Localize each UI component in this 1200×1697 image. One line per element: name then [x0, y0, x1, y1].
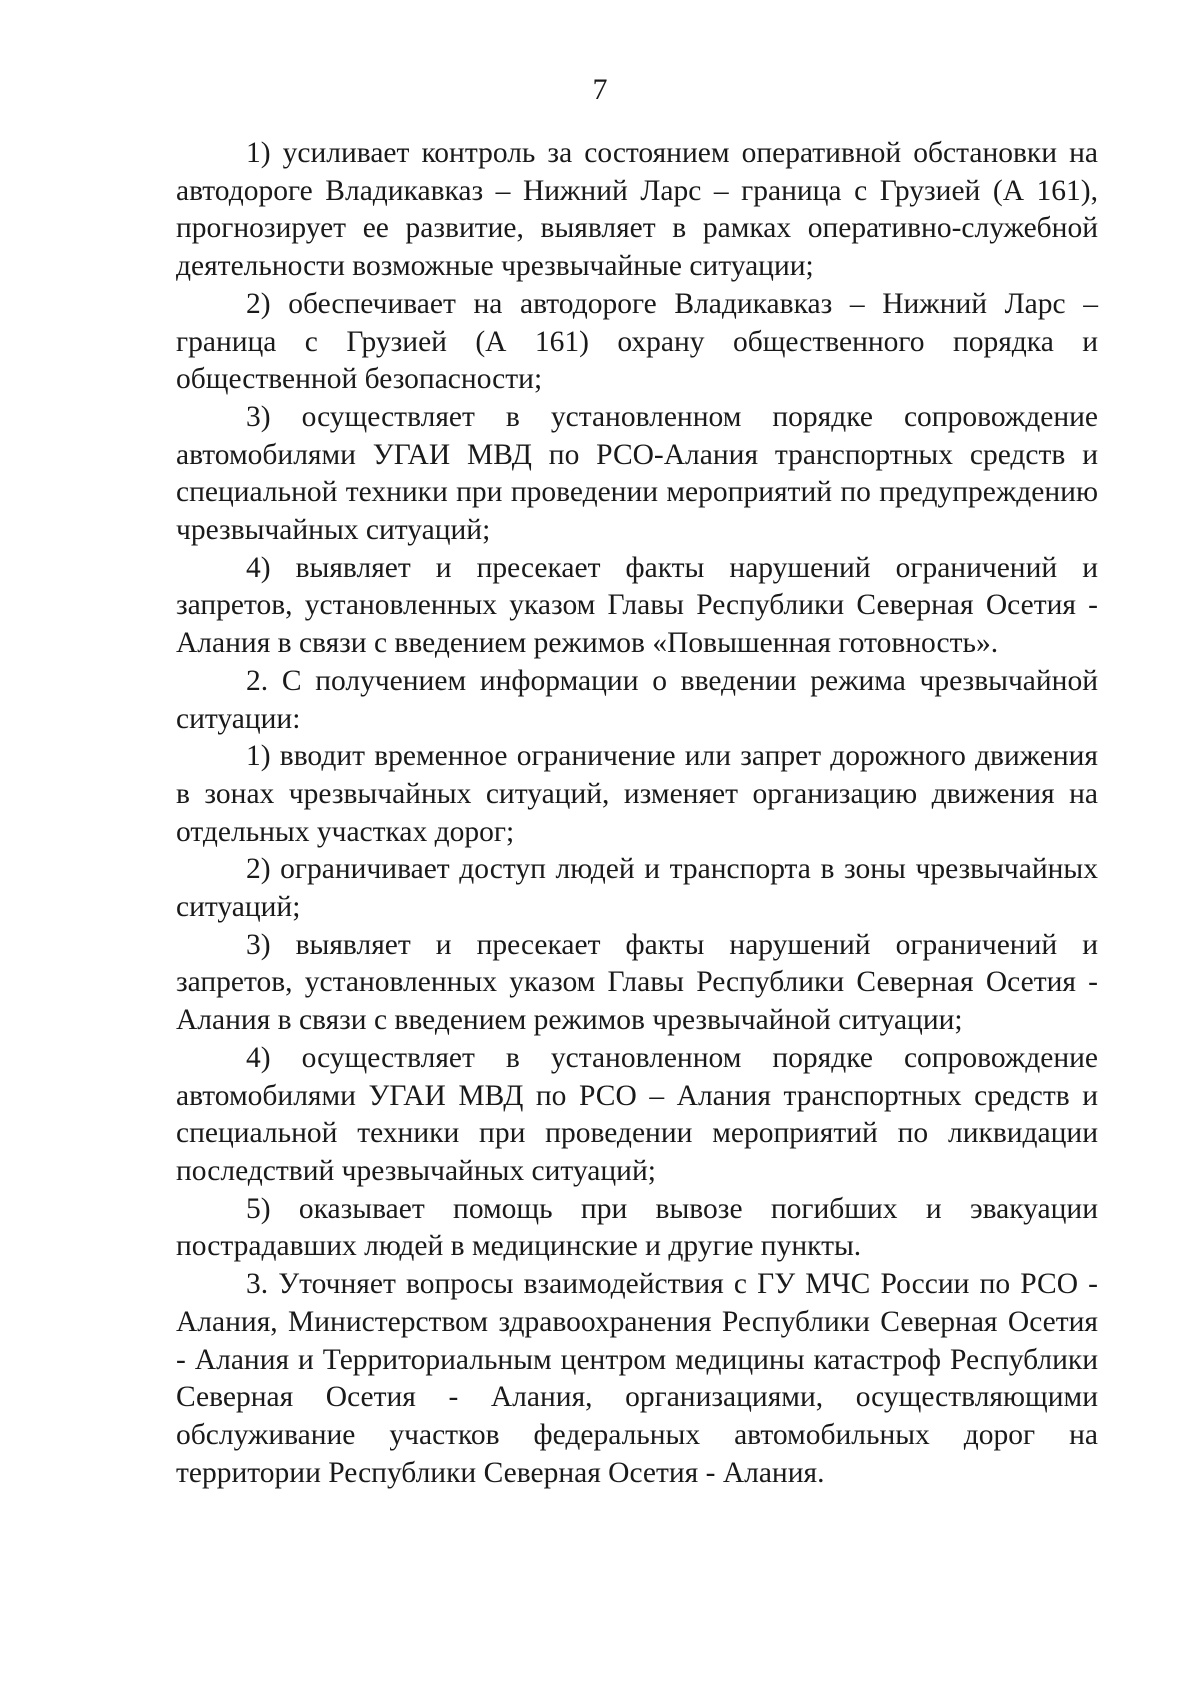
- paragraph-1-3: 3) осуществляет в установленном порядке сопровождение автомобилями УГАИ МВД по РСО-Алания транспортных средств и специальной техники при проведении мероприятий по предупреждению чрезвычайных ситуаций;: [176, 400, 1098, 547]
- paragraph-1-4: 4) выявляет и пресекает факты нарушений ограничений и запретов, установленных указом Главы Республики Северная Осетия - Алания в связи с введением режимов «Повышенная готовность».: [176, 551, 1098, 660]
- page-number: 7: [592, 73, 608, 106]
- paragraph-2-4: 4) осуществляет в установленном порядке сопровождение автомобилями УГАИ МВД по РСО – Алания транспортных средств и специальной техники при проведении мероприятий по ликвидации последствий чрезвычайных ситуаций;: [176, 1041, 1098, 1187]
- paragraph-2-5: 5) оказывает помощь при вывозе погибших и эвакуации пострадавших людей в медицинские и другие пункты.: [176, 1192, 1098, 1263]
- paragraph-2-3: 3) выявляет и пресекает факты нарушений ограничений и запретов, установленных указом Главы Республики Северная Осетия - Алания в связи с введением режимов чрезвычайной ситуации;: [176, 928, 1098, 1037]
- document-body: [176, 135, 1098, 1492]
- paragraph-1-2: 2) обеспечивает на автодороге Владикавказ – Нижний Ларс – граница с Грузией (А 161) охрану общественного порядка и общественной безопасности;: [176, 287, 1098, 396]
- paragraph-2-1: 1) вводит временное ограничение или запрет дорожного движения в зонах чрезвычайных ситуаций, изменяет организацию движения на отдельных участках дорог;: [176, 740, 1098, 848]
- paragraph-1-1: 1) усиливает контроль за состоянием оперативной обстановки на автодороге Владикавказ – Нижний Ларс – граница с Грузией (А 161), прогнозирует ее развитие, выявляет в рамках оперативно-служебной деятельности возможные чрезвычайные ситуации;: [176, 137, 1098, 283]
- paragraph-2-2: 2) ограничивает доступ людей и транспорта в зоны чрезвычайных ситуаций;: [176, 853, 1098, 924]
- section-3-paragraph: 3. Уточняет вопросы взаимодействия с ГУ МЧС России по РСО - Алания, Министерством здравоохранения Республики Северная Осетия - Алания и Территориальным центром медицины катастроф Республики Северная Осетия - Алания, организациями, осуществляющими обслуживание участков федеральных автомобильных дорог на территории Республики Северная Осетия - Алания.: [176, 1268, 1098, 1489]
- section-2-heading: 2. С получением информации о введении режима чрезвычайной ситуации:: [176, 664, 1098, 735]
